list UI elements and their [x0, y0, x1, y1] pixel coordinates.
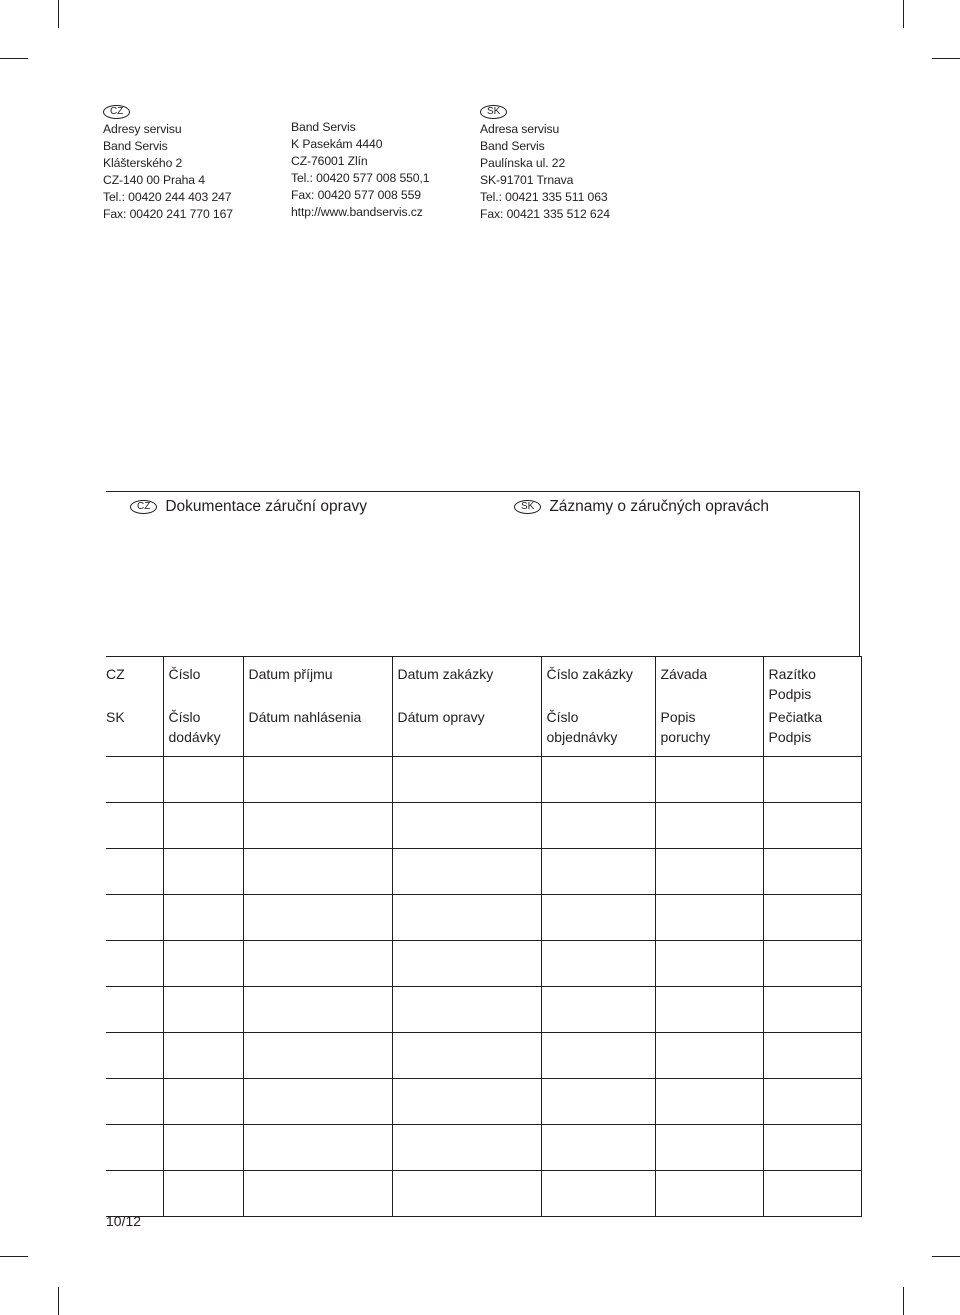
sk-form-title	[514, 498, 769, 516]
entry-cell[interactable]	[106, 802, 163, 848]
entry-cell[interactable]	[163, 756, 243, 802]
entry-cell[interactable]	[243, 848, 392, 894]
entry-cell[interactable]	[763, 1124, 861, 1170]
entry-row	[106, 802, 861, 848]
cz-country-badge: CZ	[103, 105, 130, 119]
entry-cell[interactable]	[763, 848, 861, 894]
crop-mark	[58, 0, 59, 28]
entry-cell[interactable]	[163, 940, 243, 986]
entry-cell[interactable]	[763, 1170, 861, 1216]
header-cell: CZ	[106, 657, 163, 705]
entry-cell[interactable]	[763, 802, 861, 848]
entry-cell[interactable]	[392, 1170, 541, 1216]
entry-cell[interactable]	[243, 940, 392, 986]
entry-row	[106, 894, 861, 940]
entry-cell[interactable]	[106, 1032, 163, 1078]
address-line: Band Servis	[103, 139, 168, 153]
entry-cell[interactable]	[243, 756, 392, 802]
address-line: Adresa servisu	[480, 122, 560, 136]
entry-cell[interactable]	[763, 986, 861, 1032]
crop-mark	[903, 1287, 904, 1315]
entry-cell[interactable]	[392, 756, 541, 802]
entry-cell[interactable]	[655, 1124, 763, 1170]
header-cell: Číslo zakázky	[541, 657, 655, 705]
entry-cell[interactable]	[106, 1124, 163, 1170]
entry-cell[interactable]	[541, 756, 655, 802]
website-link[interactable]: http://www.bandservis.cz	[291, 205, 423, 219]
entry-cell[interactable]	[106, 940, 163, 986]
crop-mark	[932, 1256, 960, 1257]
entry-cell[interactable]	[163, 802, 243, 848]
entry-cell[interactable]	[243, 1170, 392, 1216]
entry-row	[106, 986, 861, 1032]
entry-cell[interactable]	[392, 848, 541, 894]
cz-form-title-text: Dokumentace záruční opravy	[165, 498, 367, 515]
entry-row	[106, 1170, 861, 1216]
entry-cell[interactable]	[243, 894, 392, 940]
entry-cell[interactable]	[541, 848, 655, 894]
entry-cell[interactable]	[392, 1124, 541, 1170]
cz-address-block-1	[103, 102, 233, 223]
repair-log-table	[106, 656, 862, 1217]
address-line: SK-91701 Trnava	[480, 173, 574, 187]
crop-mark	[0, 58, 28, 59]
entry-cell[interactable]	[655, 940, 763, 986]
address-line: Fax: 00420 241 770 167	[103, 207, 233, 221]
header-cell: Číslo objednávky	[541, 704, 655, 756]
entry-cell[interactable]	[163, 894, 243, 940]
cz-country-badge: CZ	[130, 500, 157, 514]
address-line: Band Servis	[291, 120, 356, 134]
header-cell: SK	[106, 704, 163, 756]
entry-cell[interactable]	[163, 986, 243, 1032]
entry-cell[interactable]	[243, 1032, 392, 1078]
header-cell: Datum příjmu	[243, 657, 392, 705]
entry-cell[interactable]	[541, 986, 655, 1032]
header-cell: Razítko Podpis	[763, 657, 861, 705]
cz-address-block-2	[291, 119, 429, 221]
entry-row	[106, 1078, 861, 1124]
entry-cell[interactable]	[763, 756, 861, 802]
sk-country-badge: SK	[480, 105, 507, 119]
entry-cell[interactable]	[655, 894, 763, 940]
page-number: 10/12	[106, 1213, 142, 1229]
entry-cell[interactable]	[541, 1032, 655, 1078]
entry-cell[interactable]	[163, 1124, 243, 1170]
entry-cell[interactable]	[163, 1170, 243, 1216]
entry-cell[interactable]	[106, 1078, 163, 1124]
entry-cell[interactable]	[163, 1078, 243, 1124]
sk-country-badge: SK	[514, 500, 541, 514]
entry-cell[interactable]	[392, 986, 541, 1032]
entry-cell[interactable]	[541, 1124, 655, 1170]
entry-cell[interactable]	[541, 940, 655, 986]
address-line: Fax: 00420 577 008 559	[291, 188, 421, 202]
entry-row	[106, 940, 861, 986]
entry-cell[interactable]	[541, 894, 655, 940]
crop-mark	[58, 1287, 59, 1315]
header-cell: Číslo dodávky	[163, 704, 243, 756]
entry-cell[interactable]	[763, 1078, 861, 1124]
entry-cell[interactable]	[163, 1032, 243, 1078]
address-line: Band Servis	[480, 139, 545, 153]
header-cell: Dátum nahlásenia	[243, 704, 392, 756]
entry-cell[interactable]	[392, 1032, 541, 1078]
entry-cell[interactable]	[392, 1078, 541, 1124]
entry-row	[106, 848, 861, 894]
entry-cell[interactable]	[106, 986, 163, 1032]
entry-cell[interactable]	[243, 1124, 392, 1170]
entry-cell[interactable]	[541, 802, 655, 848]
header-cell: Pečiatka Podpis	[763, 704, 861, 756]
address-line: Tel.: 00420 577 008 550,1	[291, 171, 430, 185]
entry-cell[interactable]	[655, 756, 763, 802]
entry-cell[interactable]	[163, 848, 243, 894]
entry-cell[interactable]	[655, 1170, 763, 1216]
cz-form-title	[130, 498, 367, 516]
entry-cell[interactable]	[655, 1032, 763, 1078]
entry-cell[interactable]	[106, 894, 163, 940]
sk-form-title-text: Záznamy o záručných opravách	[549, 498, 770, 515]
address-line: K Pasekám 4440	[291, 137, 383, 151]
address-line: Fax: 00421 335 512 624	[480, 207, 610, 221]
crop-mark	[932, 58, 960, 59]
entry-cell[interactable]	[106, 848, 163, 894]
entry-cell[interactable]	[763, 894, 861, 940]
entry-cell[interactable]	[541, 1078, 655, 1124]
entry-cell[interactable]	[243, 1078, 392, 1124]
entry-cell[interactable]	[655, 848, 763, 894]
entry-row	[106, 1032, 861, 1078]
header-cell: Popis poruchy	[655, 704, 763, 756]
entry-cell[interactable]	[655, 1078, 763, 1124]
address-line: Tel.: 00421 335 511 063	[480, 190, 608, 204]
entry-cell[interactable]	[655, 986, 763, 1032]
entry-row	[106, 756, 861, 802]
entry-cell[interactable]	[106, 1170, 163, 1216]
entry-cell[interactable]	[655, 802, 763, 848]
crop-mark	[0, 1256, 28, 1257]
crop-mark	[903, 0, 904, 28]
entry-cell[interactable]	[243, 802, 392, 848]
address-line: Klášterského 2	[103, 156, 183, 170]
header-cell: Číslo	[163, 657, 243, 705]
entry-cell[interactable]	[106, 756, 163, 802]
entry-cell[interactable]	[541, 1170, 655, 1216]
address-line: Adresy servisu	[103, 122, 182, 136]
address-line: CZ-76001 Zlín	[291, 154, 368, 168]
entry-cell[interactable]	[392, 894, 541, 940]
header-cell: Závada	[655, 657, 763, 705]
address-line: Paulínska ul. 22	[480, 156, 566, 170]
address-line: CZ-140 00 Praha 4	[103, 173, 205, 187]
entry-cell[interactable]	[392, 802, 541, 848]
cz-header-row	[106, 657, 861, 705]
sk-address-block	[480, 102, 610, 223]
entry-row	[106, 1124, 861, 1170]
entry-cell[interactable]	[392, 940, 541, 986]
entry-cell[interactable]	[763, 940, 861, 986]
entry-cell[interactable]	[243, 986, 392, 1032]
entry-cell[interactable]	[763, 1032, 861, 1078]
sk-header-row	[106, 704, 861, 756]
header-cell: Datum zakázky	[392, 657, 541, 705]
header-cell: Dátum opravy	[392, 704, 541, 756]
address-line: Tel.: 00420 244 403 247	[103, 190, 232, 204]
